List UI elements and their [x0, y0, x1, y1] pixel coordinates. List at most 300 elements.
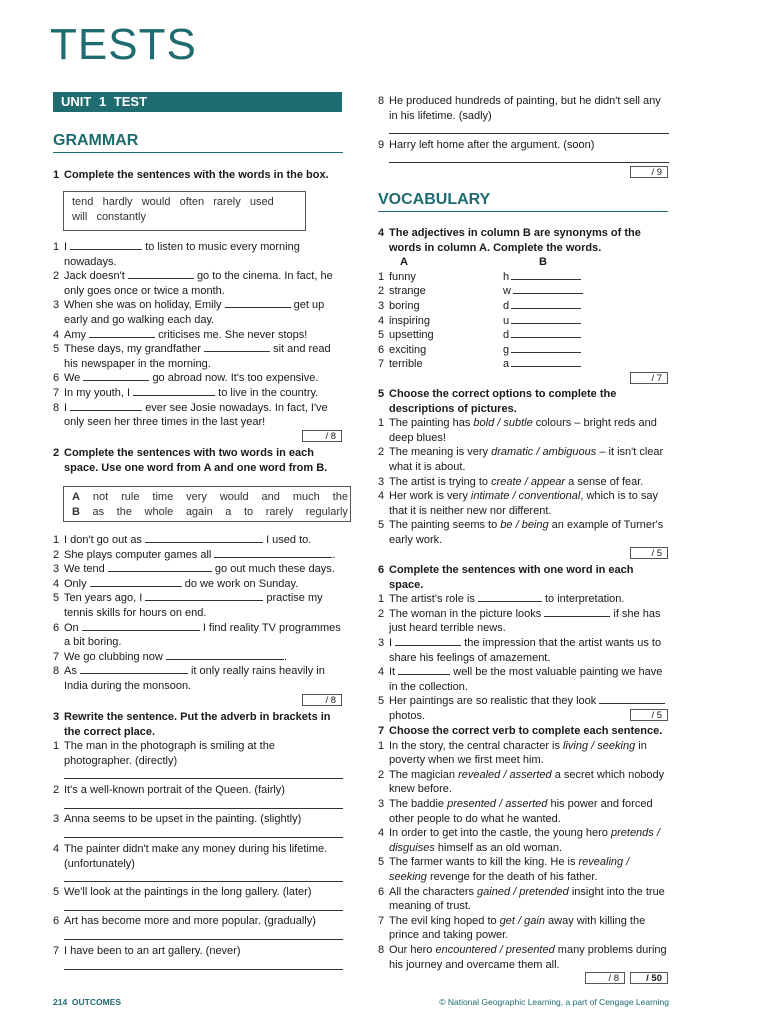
item-text — [389, 694, 669, 723]
list-item — [378, 636, 669, 665]
list-item — [53, 944, 343, 970]
item-text-end: to interpretation. — [544, 593, 625, 606]
list-item — [53, 650, 343, 665]
item-number: 4 — [53, 843, 60, 855]
item-text: Anna seems to be upset in the painting. (slightly) — [64, 813, 302, 825]
item-text-end: if she has just heard terrible news. — [389, 607, 661, 635]
item-text-start: As — [64, 665, 77, 678]
item-number: 7 — [53, 945, 60, 957]
list-item — [378, 797, 669, 826]
list-item — [378, 768, 669, 797]
item-text-start: The evil king hoped to — [389, 914, 500, 927]
option-choice[interactable]: presented / asserted — [447, 797, 548, 810]
item-number: 4 — [378, 490, 385, 503]
item-text-end: colours – bright reds and deep blues! — [389, 417, 660, 444]
item-text-start: In my youth, I — [64, 386, 131, 399]
list-item — [53, 328, 343, 343]
item-number: 2 — [378, 446, 385, 459]
item-text-start: The farmer wants to kill the king. He is — [389, 856, 579, 869]
word-option: rule — [121, 491, 140, 503]
option-choice[interactable]: be / being — [500, 519, 549, 532]
item-text-end: in poverty when we first meet him. — [389, 739, 650, 767]
item-text — [64, 298, 343, 327]
item-word: boring — [389, 299, 420, 312]
answer-blank[interactable] — [166, 650, 284, 660]
word-option: as — [92, 505, 105, 518]
item-text-end: I find reality TV programmes a bit boring. — [64, 621, 341, 649]
word-option: time — [152, 491, 174, 503]
answer-line[interactable] — [64, 881, 343, 882]
item-number: 9 — [378, 139, 385, 151]
item-text — [389, 943, 669, 972]
item-first-letter: d — [503, 299, 510, 312]
item-text-end: it only really rains heavily in India during the monsoon. — [64, 665, 325, 692]
list-item — [53, 783, 343, 809]
item-text-end: away with killing the prince and taking power. — [389, 914, 649, 942]
item-text — [64, 533, 343, 548]
score-box-3: / 9 — [630, 166, 668, 178]
item-text-end: many problems during his journey and overcame them all. — [389, 943, 670, 971]
answer-blank[interactable] — [70, 401, 142, 411]
item-number: 6 — [378, 885, 385, 898]
word-option: the — [116, 505, 132, 518]
list-item — [378, 607, 669, 636]
item-text-start: The artist is trying to — [389, 475, 492, 488]
question-2-instruction: Complete the sentences with two words in each space. Use one word from A and one word from B. — [64, 447, 328, 474]
item-text-start: Her paintings are so realistic that they look — [389, 695, 597, 708]
word-box: tend hardly would often rarely used will constantly — [63, 191, 306, 231]
item-text — [389, 475, 669, 490]
item-text-start: I — [64, 241, 68, 253]
item-number: 4 — [53, 577, 60, 590]
answer-blank[interactable] — [82, 621, 200, 631]
item-text-start: Jack doesn't — [64, 270, 125, 283]
item-number: 6 — [53, 372, 60, 385]
answer-blank[interactable] — [395, 636, 461, 646]
item-text-start: I — [64, 401, 68, 414]
item-text — [389, 607, 669, 636]
item-text — [389, 416, 669, 445]
list-item — [378, 94, 669, 134]
item-text-start: It — [389, 666, 396, 679]
answer-blank[interactable] — [544, 607, 610, 617]
item-number: 8 — [378, 943, 385, 956]
question-7-instruction: Choose the correct verb to complete each sentence. — [389, 725, 663, 737]
item-text-end: a secret which nobody knew before. — [389, 768, 668, 796]
item-number: 2 — [53, 548, 60, 561]
item-number: 1 — [53, 534, 60, 546]
item-text — [389, 826, 669, 855]
list-item — [378, 885, 669, 914]
item-text: He produced hundreds of painting, but he didn't sell any in his lifetime. (sadly) — [389, 95, 661, 122]
item-number: 2 — [53, 270, 60, 283]
answer-line[interactable] — [64, 969, 343, 970]
item-text-start: We tend — [64, 563, 105, 576]
item-text-end: . — [332, 548, 336, 561]
list-item — [53, 342, 343, 371]
list-item — [53, 577, 343, 592]
item-text — [389, 592, 669, 607]
answer-blank[interactable] — [513, 284, 583, 294]
item-text-end: his power and forced other people to do what he wanted. — [389, 797, 656, 825]
answer-blank[interactable] — [89, 328, 155, 338]
item-text-end: . — [283, 650, 287, 663]
answer-line[interactable] — [64, 778, 343, 779]
item-text — [64, 401, 343, 430]
option-choice[interactable]: living / seeking — [563, 739, 636, 752]
list-item — [378, 489, 669, 518]
item-number: 1 — [378, 270, 385, 283]
word-option: rarely — [265, 505, 294, 518]
item-text — [64, 577, 343, 592]
answer-blank[interactable] — [214, 548, 332, 558]
question-3-instruction: Rewrite the sentence. Put the adverb in brackets in the correct place. — [64, 711, 331, 738]
list-item — [53, 240, 343, 269]
item-text-start: In order to get into the castle, the young hero — [389, 827, 611, 840]
item-text-end: do we work on Sunday. — [184, 577, 299, 590]
list-item — [53, 401, 343, 430]
item-text — [64, 371, 343, 386]
item-text-end: to live in the country. — [218, 386, 319, 399]
item-text-start: The baddie — [389, 797, 448, 810]
page-title: TESTS — [50, 20, 197, 69]
item-number: 2 — [53, 784, 60, 796]
item-text-end: go out much these days. — [214, 563, 335, 576]
answer-line[interactable] — [64, 910, 343, 911]
list-item — [53, 842, 343, 882]
footer-copyright: © National Geographic Learning, a part of Cengage Learning — [439, 997, 669, 1007]
item-text: Harry left home after the argument. (soon) — [389, 139, 595, 151]
item-number: 3 — [378, 636, 385, 649]
item-text — [64, 240, 343, 269]
word-option: much — [292, 491, 320, 503]
score-box-5: / 5 — [630, 547, 668, 559]
item-number: 6 — [53, 621, 60, 634]
item-text: The painter didn't make any money during his lifetime. (unfortunately) — [64, 843, 328, 870]
item-number: 4 — [378, 314, 385, 327]
item-text-end: I used to. — [266, 534, 312, 546]
item-text — [64, 342, 343, 371]
word-option: very — [186, 491, 207, 503]
option-choice[interactable]: bold / subtle — [473, 417, 533, 430]
item-text-end: the impression that the artist wants us to share his feelings of amazement. — [389, 636, 662, 664]
answer-line[interactable] — [64, 837, 343, 838]
answer-blank[interactable] — [511, 328, 581, 338]
answer-blank[interactable] — [511, 299, 581, 309]
list-item — [378, 739, 669, 768]
item-text: Art has become more and more popular. (gradually) — [64, 915, 316, 927]
item-text-end: insight into the true meaning of trust. — [389, 885, 668, 913]
answer-line[interactable] — [64, 939, 343, 940]
item-text — [389, 518, 669, 547]
item-text-start: These days, my grandfather — [64, 343, 201, 356]
item-number: 7 — [378, 914, 385, 927]
list-item — [53, 739, 343, 779]
word-option: whole — [144, 505, 174, 518]
option-choice[interactable]: intimate / conventional — [470, 490, 581, 503]
list-item — [378, 284, 669, 299]
option-choice[interactable]: pretends / disguises — [389, 827, 660, 854]
item-number: 3 — [53, 813, 60, 825]
list-item — [378, 343, 669, 358]
question-4-instruction: The adjectives in column B are synonyms of the words in column A. Complete the words. — [389, 227, 641, 254]
list-item — [378, 826, 669, 855]
score-box-2: / 8 — [302, 694, 342, 706]
question-2: 2 Complete the sentences with two words in each space. Use one word from A and one word from B. — [53, 446, 343, 475]
item-number: 2 — [378, 768, 385, 781]
answer-line[interactable] — [64, 808, 343, 809]
option-choice[interactable]: get / gain — [499, 914, 545, 927]
word-option: again — [185, 505, 213, 518]
item-word: inspiring — [389, 314, 430, 327]
item-first-letter: g — [503, 343, 510, 356]
score-box-1: / 8 — [302, 430, 342, 442]
answer-blank[interactable] — [478, 592, 542, 602]
answer-blank[interactable] — [80, 664, 188, 674]
answer-line[interactable] — [389, 162, 669, 163]
item-text — [389, 739, 669, 768]
item-number: 7 — [378, 358, 385, 371]
list-item — [378, 855, 669, 884]
item-text-start: We — [64, 372, 81, 385]
list-item — [53, 664, 343, 693]
item-number: 5 — [378, 856, 385, 869]
list-item — [378, 694, 669, 723]
list-item — [378, 270, 669, 285]
score-box-7: / 8 — [585, 972, 625, 984]
item-text-start: Our hero — [389, 943, 436, 956]
item-text-end: to listen to music every morning nowadays. — [64, 241, 300, 268]
item-number: 5 — [53, 592, 60, 605]
item-text — [64, 328, 343, 343]
item-number: 5 — [53, 343, 60, 356]
list-item — [378, 592, 669, 607]
question-6: 6 Complete the sentences with one word in each space. 1 The artist's role is to interpretation. 2 The woman in the picture looks if she has just heard terrible news. 3 I the impression that the artist wants us to share his feelings of amazement. 4 It well be the most valuable painting we have in the collection. 5 Her paintings are so realistic that they look photos. — [378, 563, 669, 724]
answer-blank[interactable] — [133, 386, 215, 396]
option-choice[interactable]: gained / pretended — [477, 885, 569, 898]
item-text — [389, 855, 669, 884]
item-text-end: an example of Turner's early work. — [389, 519, 667, 546]
item-text-end: a sense of fear. — [565, 475, 644, 488]
item-text-start: Ten years ago, I — [64, 592, 143, 605]
item-text-end: go abroad now. It's too expensive. — [152, 372, 319, 385]
ab-word-box: A not rule time very would and much the B as the whole again a to rarely regularly — [63, 486, 351, 522]
vocabulary-heading: VOCABULARY — [378, 193, 668, 212]
item-text-end: practise my tennis skills for hours on end. — [64, 592, 323, 619]
item-text — [389, 914, 669, 943]
option-choice[interactable]: dramatic / ambiguous — [491, 446, 597, 459]
item-text-end: – it isn't clear what it is about. — [389, 446, 667, 473]
list-item — [378, 475, 669, 490]
list-item — [53, 269, 343, 298]
question-2-items — [53, 533, 343, 694]
item-text: It's a well-known portrait of the Queen. (fairly) — [64, 784, 285, 796]
item-text: The man in the photograph is smiling at the photographer. (directly) — [64, 740, 275, 767]
item-first-letter: d — [503, 329, 510, 342]
item-number: 6 — [53, 915, 60, 927]
answer-blank[interactable] — [398, 665, 450, 675]
item-word: terrible — [389, 358, 423, 371]
item-text-start: The painting seems to — [389, 519, 501, 532]
item-text-end: well be the most valuable painting we have in the collection. — [389, 666, 663, 693]
word-option: the — [332, 491, 348, 503]
question-3: 3 Rewrite the sentence. Put the adverb in brackets in the correct place. — [53, 710, 343, 739]
item-text-start: I don't go out as — [64, 534, 142, 546]
list-item — [378, 943, 669, 972]
question-5-instruction: Choose the correct options to complete the descriptions of pictures. — [389, 388, 617, 415]
item-number: 4 — [378, 666, 385, 679]
list-item — [53, 591, 343, 620]
item-text-end: revenge for the death of his father. — [426, 870, 598, 883]
item-number: 7 — [53, 650, 60, 663]
item-number: 1 — [378, 417, 385, 430]
item-first-letter: u — [503, 314, 510, 327]
item-text-end: photos. — [389, 709, 426, 722]
list-item — [53, 298, 343, 327]
answer-blank[interactable] — [128, 269, 194, 279]
item-text: I have been to an art gallery. (never) — [64, 945, 241, 957]
item-text — [64, 386, 343, 401]
item-word: funny — [389, 270, 416, 283]
question-1: 1 Complete the sentences with the words in the box. — [53, 169, 329, 181]
item-text-end: criticises me. She never stops! — [158, 328, 308, 341]
list-item — [378, 357, 669, 372]
item-number: 8 — [378, 95, 385, 107]
list-item — [53, 548, 343, 563]
item-number: 6 — [378, 343, 385, 356]
list-item — [378, 314, 669, 329]
question-6-instruction: Complete the sentences with one word in each space. — [389, 564, 634, 591]
item-number: 2 — [378, 607, 385, 620]
list-item — [378, 416, 669, 445]
item-word: upsetting — [389, 329, 434, 342]
score-box-4: / 7 — [630, 372, 668, 384]
word-option: regularly — [305, 505, 348, 518]
list-item — [53, 371, 343, 386]
grammar-heading: GRAMMAR — [53, 134, 343, 153]
item-word: exciting — [389, 343, 427, 356]
item-number: 1 — [53, 241, 60, 253]
answer-blank[interactable] — [145, 533, 263, 543]
item-text-start: All the characters — [389, 885, 478, 898]
item-text-start: On — [64, 621, 79, 634]
list-item — [378, 328, 669, 343]
list-item — [378, 299, 669, 314]
item-text-start: In the story, the central character is — [389, 739, 564, 752]
item-number: 8 — [53, 401, 60, 414]
option-choice[interactable]: revealed / asserted — [458, 768, 552, 781]
option-choice[interactable]: create / appear — [491, 475, 566, 488]
item-number: 8 — [53, 665, 60, 678]
item-text-end: , which is to say that it is neither new nor different. — [389, 490, 662, 517]
item-text — [64, 650, 343, 665]
answer-blank[interactable] — [225, 298, 291, 308]
item-number: 5 — [378, 329, 385, 342]
answer-blank[interactable] — [204, 342, 270, 352]
option-choice[interactable]: revealing / seeking — [389, 856, 630, 883]
word-option: would — [219, 491, 249, 503]
list-item — [53, 885, 343, 911]
list-item — [53, 562, 343, 577]
item-text — [389, 445, 669, 474]
item-first-letter: a — [503, 358, 510, 371]
list-item — [53, 621, 343, 650]
item-text-end: get up early and go walking each day. — [64, 299, 325, 326]
item-text-start: Her work is very — [389, 490, 471, 503]
item-text-start: When she was on holiday, Emily — [64, 299, 222, 312]
answer-blank[interactable] — [511, 343, 581, 353]
item-text-start: We go clubbing now — [64, 650, 163, 663]
answer-blank[interactable] — [599, 694, 665, 704]
answer-blank[interactable] — [145, 591, 263, 601]
item-text-start: She plays computer games all — [64, 548, 212, 561]
item-text — [389, 665, 669, 694]
list-item — [378, 665, 669, 694]
item-text-end: sit and read his newspaper in the morning. — [64, 343, 331, 370]
item-number: 3 — [378, 299, 385, 312]
list-item — [53, 812, 343, 838]
item-number: 3 — [53, 299, 60, 312]
item-text — [389, 885, 669, 914]
unit-label: UNIT 1 TEST — [53, 92, 342, 112]
list-item — [378, 914, 669, 943]
item-text — [389, 636, 669, 665]
item-number: 1 — [378, 739, 385, 752]
answer-blank[interactable] — [511, 270, 581, 280]
list-item — [53, 386, 343, 401]
item-number: 4 — [53, 328, 60, 341]
item-number: 1 — [53, 740, 60, 752]
list-item — [378, 445, 669, 474]
item-text — [64, 621, 343, 650]
item-text — [64, 591, 343, 620]
item-text-start: The painting has — [389, 417, 474, 430]
total-score-box: / 50 — [630, 972, 668, 984]
question-1-instruction: Complete the sentences with the words in the box. — [64, 169, 329, 181]
item-text-start: The magician — [389, 768, 459, 781]
answer-blank[interactable] — [511, 357, 581, 367]
item-text-end: go to the cinema. In fact, he only goes once or twice a month. — [64, 270, 333, 297]
item-text-start: Only — [64, 577, 87, 590]
answer-blank[interactable] — [90, 577, 182, 587]
list-item — [378, 138, 669, 163]
answer-blank[interactable] — [83, 371, 149, 381]
item-number: 5 — [378, 519, 385, 532]
word-option: a — [225, 505, 232, 518]
word-option: to — [243, 505, 254, 518]
item-number: 3 — [53, 563, 60, 576]
answer-blank[interactable] — [511, 314, 581, 324]
item-text — [64, 664, 343, 693]
item-text — [389, 797, 669, 826]
word-option: not — [92, 491, 109, 503]
item-text-start: The artist's role is — [389, 593, 475, 606]
item-number: 5 — [53, 886, 60, 898]
word-option: and — [261, 491, 280, 503]
item-word: strange — [389, 285, 426, 298]
list-item — [53, 914, 343, 940]
answer-blank[interactable] — [108, 562, 212, 572]
item-text-start: The woman in the picture looks — [389, 607, 542, 620]
score-box-6: / 5 — [630, 709, 668, 721]
option-choice[interactable]: encountered / presented — [435, 943, 555, 956]
item-first-letter: w — [503, 285, 511, 298]
answer-line[interactable] — [389, 133, 669, 134]
item-text — [389, 489, 669, 518]
answer-blank[interactable] — [70, 240, 142, 250]
question-4: 4 The adjectives in column B are synonyms of the words in column A. Complete the words. A B 1 funny h 2 strange w 3 boring d 4 inspiring u 5 upsetting d 6 exciting g 7 terrible a — [378, 226, 669, 372]
item-number: 7 — [53, 386, 60, 399]
